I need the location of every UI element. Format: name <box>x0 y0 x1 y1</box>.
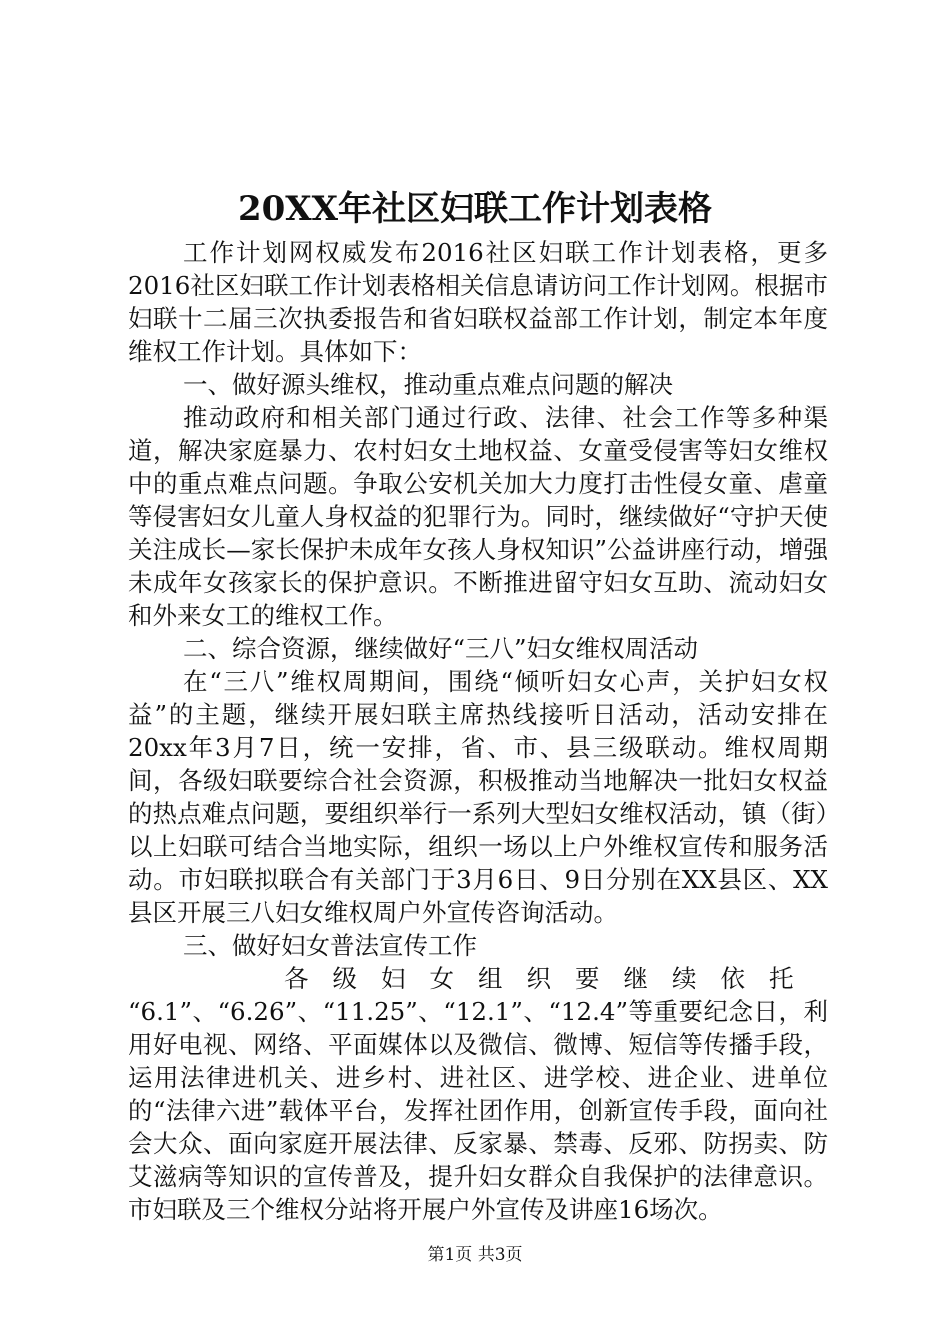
section-heading-1: 一、做好源头维权，推动重点难点问题的解决 <box>183 370 673 399</box>
page-footer: 第1页 共3页 <box>427 1245 523 1265</box>
section-2-paragraph: 在“三八”维权周期间，围绕“倾听妇女心声，关护妇女权益”的主题，继续开展妇联主席热线接听日活动，活动安排在20xx年3月7日，统一安排，省、市、县三级联动。维权周期间，各级妇联要综合社会资源，积极推动当地解决一批妇女权益的热点难点问题，要组织举行一系列大型妇女维权活动，镇（街）以上妇联可结合当地实际，组织一场以上户外维权宣传和服务活动。市妇联拟联合有关部门于3月6日、9日分别在XX县区、XX县区开展三八妇女维权周户外宣传咨询活动。 <box>128 667 828 927</box>
section-3-spaced-line: 各级妇女组织要继续依托 <box>284 964 818 993</box>
document-body <box>128 236 828 1226</box>
intro-paragraph: 工作计划网权威发布2016社区妇联工作计划表格，更多2016社区妇联工作计划表格相关信息请访问工作计划网。根据市妇联十二届三次执委报告和省妇联权益部工作计划，制定本年度维权工作计划。具体如下： <box>128 238 828 366</box>
section-3-paragraph: “6.1”、“6.26”、“11.25”、“12.1”、“12.4”等重要纪念日，利用好电视、网络、平面媒体以及微信、微博、短信等传播手段，运用法律进机关、进乡村、进社区、进学校、进企业、进单位的“法律六进”载体平台，发挥社团作用，创新宣传手段，面向社会大众、面向家庭开展法律、反家暴、禁毒、反邪、防拐卖、防艾滋病等知识的宣传普及，提升妇女群众自我保护的法律意识。市妇联及三个维权分站将开展户外宣传及讲座16场次。 <box>128 997 828 1224</box>
document-title: 20XX年社区妇联工作计划表格 <box>237 189 713 229</box>
section-heading-2: 二、综合资源，继续做好“三八”妇女维权周活动 <box>183 634 699 663</box>
section-heading-3: 三、做好妇女普法宣传工作 <box>183 931 477 960</box>
section-1-paragraph: 推动政府和相关部门通过行政、法律、社会工作等多种渠道，解决家庭暴力、农村妇女土地权益、女童受侵害等妇女维权中的重点难点问题。争取公安机关加大力度打击性侵女童、虐童等侵害妇女儿童人身权益的犯罪行为。同时，继续做好“守护天使关注成长—家长保护未成年女孩人身权知识”公益讲座行动，增强未成年女孩家长的保护意识。不断推进留守妇女互助、流动妇女和外来女工的维权工作。 <box>128 403 828 630</box>
